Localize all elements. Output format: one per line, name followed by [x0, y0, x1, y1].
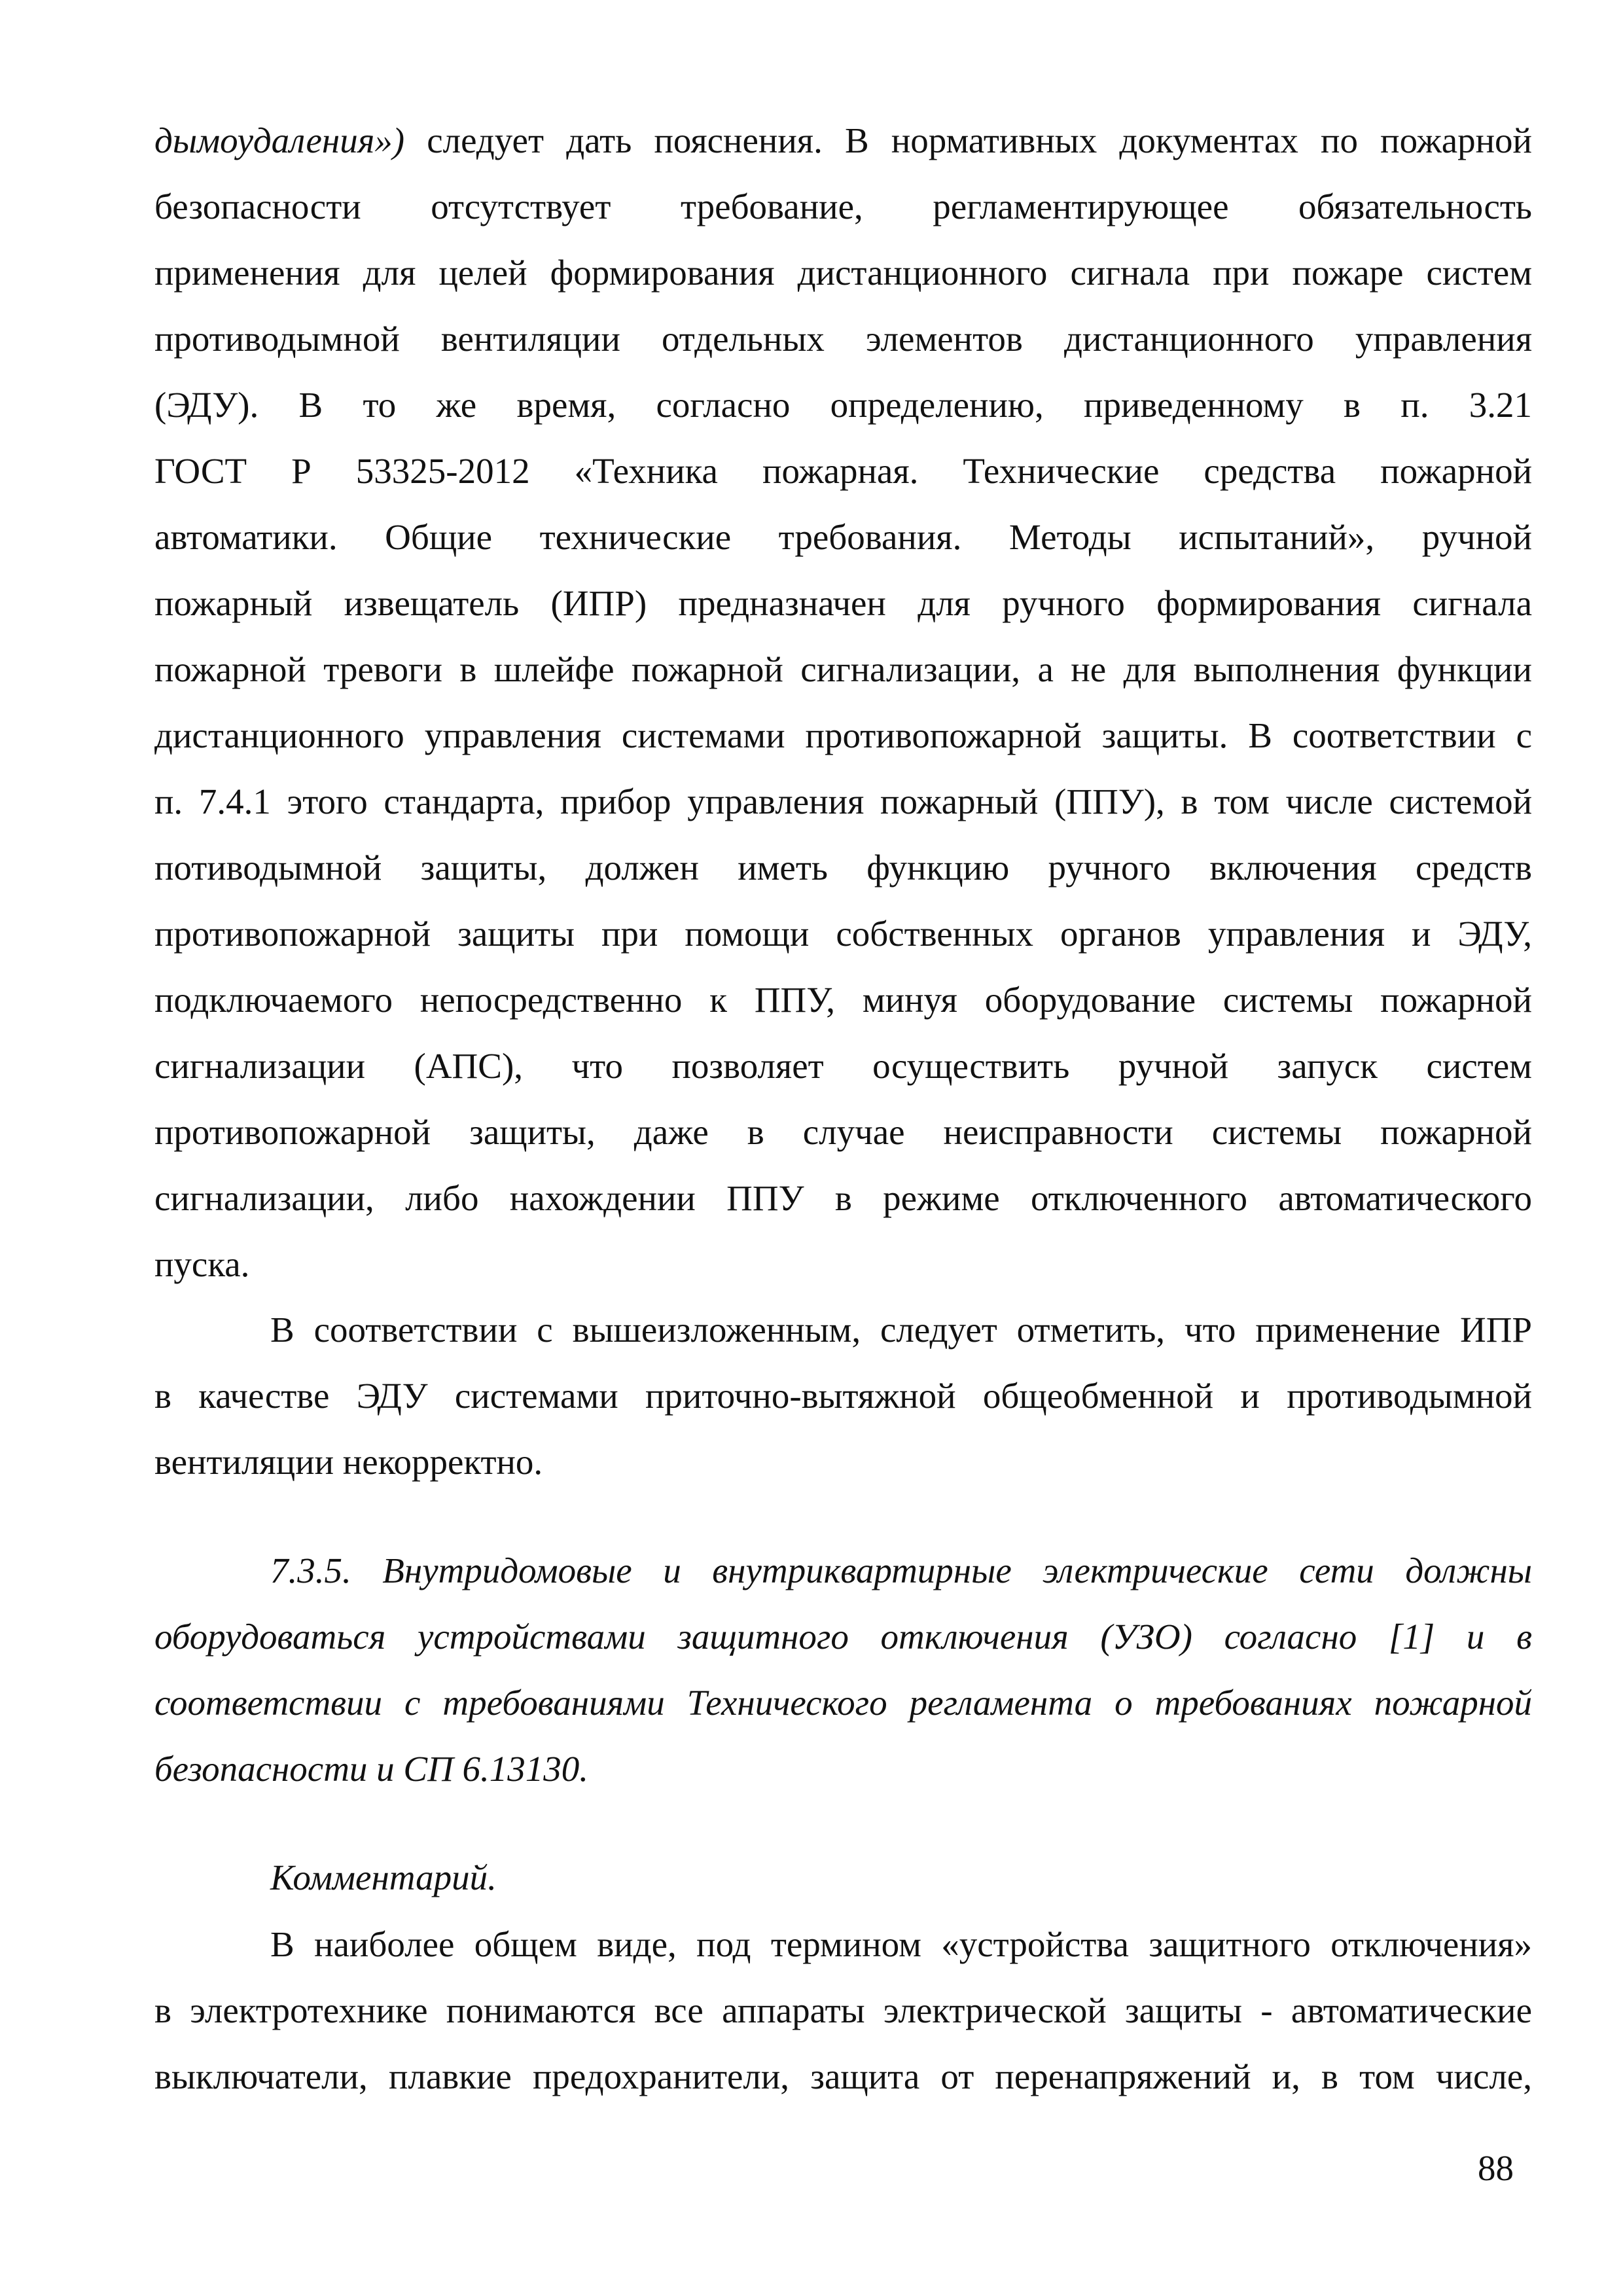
page-number: 88: [1478, 2148, 1514, 2188]
text-line: сигнализации, либо нахождении ППУ в режиме отключенного автоматического: [154, 1178, 1532, 1218]
text-line: в качестве ЭДУ системами приточно-вытяжной общеобменной и противодымной: [154, 1376, 1532, 1416]
text-line: в электротехнике понимаются все аппараты электрической защиты - автоматические: [154, 1990, 1532, 2030]
italic-lead-text: дымоудаления»): [154, 120, 405, 160]
text-line: вентиляции некорректно.: [154, 1442, 543, 1482]
text-line: В наиболее общем виде, под термином «устройства защитного отключения»: [270, 1924, 1532, 1964]
text-line: противопожарной защиты, даже в случае неисправности системы пожарной: [154, 1112, 1532, 1152]
text-line: оборудоваться устройствами защитного отключения (УЗО) согласно [1] и в: [154, 1617, 1532, 1657]
text-line: противопожарной защиты при помощи собственных органов управления и ЭДУ,: [154, 914, 1532, 954]
text-line: 7.3.5. Внутридомовые и внутриквартирные электрические сети должны: [270, 1551, 1532, 1590]
comment-heading: [154, 1844, 1532, 1910]
paragraph-ventilation-explanation: [154, 107, 1532, 1297]
paragraph-conclusion: [154, 1297, 1532, 1495]
text-line: автоматики. Общие технические требования. Методы испытаний», ручной: [154, 517, 1532, 557]
text-line: безопасности отсутствует требование, регламентирующее обязательность: [154, 187, 1532, 226]
text-line: (ЭДУ). В то же время, согласно определению, приведенному в п. 3.21: [154, 385, 1532, 425]
text-line: потиводымной защиты, должен иметь функцию ручного включения средств: [154, 848, 1532, 888]
text-line: соответствии с требованиями Технического регламента о требованиях пожарной: [154, 1683, 1532, 1723]
text-line: п. 7.4.1 этого стандарта, прибор управления пожарный (ППУ), в том числе системой: [154, 781, 1532, 821]
text-line: сигнализации (АПС), что позволяет осуществить ручной запуск систем: [154, 1046, 1532, 1086]
text-line: применения для целей формирования дистанционного сигнала при пожаре систем: [154, 253, 1532, 293]
text-line: подключаемого непосредственно к ППУ, минуя оборудование системы пожарной: [154, 980, 1532, 1020]
text-line: выключатели, плавкие предохранители, защита от перенапряжений и, в том числе,: [154, 2056, 1532, 2096]
text-line: безопасности и СП 6.13130.: [154, 1749, 589, 1789]
paragraph-rcd-definition: [154, 1911, 1532, 2109]
text-line: ГОСТ Р 53325-2012 «Техника пожарная. Технические средства пожарной: [154, 451, 1532, 491]
text-line: дистанционного управления системами противопожарной защиты. В соответствии с: [154, 715, 1532, 755]
text-line: дымоудаления») следует дать пояснения. В нормативных документах по пожарной: [154, 120, 1532, 160]
text-line: пожарной тревоги в шлейфе пожарной сигнализации, а не для выполнения функции: [154, 649, 1532, 689]
text-line: пожарный извещатель (ИПР) предназначен для ручного формирования сигнала: [154, 583, 1532, 623]
text-line: пуска.: [154, 1244, 250, 1284]
text-line: Комментарий.: [270, 1857, 497, 1897]
text-line: противодымной вентиляции отдельных элементов дистанционного управления: [154, 319, 1532, 359]
text-line: В соответствии с вышеизложенным, следует отметить, что применение ИПР: [270, 1310, 1532, 1350]
clause-7-3-5: [154, 1537, 1532, 1802]
